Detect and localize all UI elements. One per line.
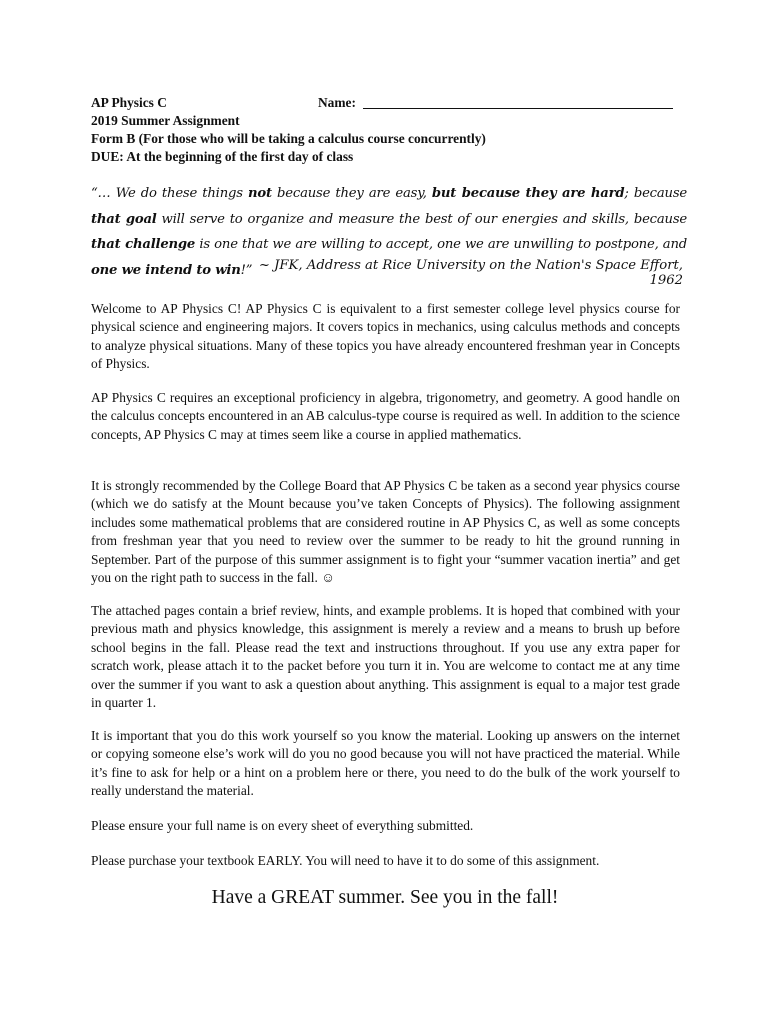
paragraph-textbook: Please purchase your textbook EARLY. You will need to have it to do some of this assignment. [91,853,600,868]
paragraph-welcome: Welcome to AP Physics C! AP Physics C is equivalent to a first semester college level physics course for physical science and engineering majors. It covers topics in mechanics, using calculus methods and concepts to analyze physical situations. Many of these topics you have already encountered freshman year in Concepts of Physics. [91,301,680,372]
name-label: Name: [318,95,356,110]
paragraph-own-work: It is important that you do this work yourself so you know the material. Looking up answers on the internet or copying someone else’s work will do you no good because you will not have practiced the material. While it’s fine to ask for help or a hint on a problem here or there, you need to do the bulk of the work yourself to really understand the material. [91,728,680,799]
quote-emphasis-not: not [247,186,272,201]
name-blank-line [363,108,673,109]
closing-message: Have a GREAT summer. See you in the fall! [211,887,559,908]
quote-text: “… We do these things [91,186,248,201]
quote-emphasis-goal: that goal [91,211,157,227]
paragraph-attached-pages: The attached pages contain a brief review, hints, and example problems. It is hoped that combined with your previous math and physics knowledge, this assignment is merely a review and a means to brush up before school begins in the fall. Please read the text and instructions throughout. If you use any extra paper for scratch work, please attach it to the packet before you turn it in. You are welcome to contact me at any time over the summer if you want to ask a question about anything. This assignment is equal to a major test grade in quarter 1. [91,603,680,711]
header-block [91,94,691,166]
quote-emphasis-hard: but because they are hard [431,186,625,201]
paragraph-requirements: AP Physics C requires an exceptional proficiency in algebra, trigonometry, and geometry. A good handle on the calculus concepts encountered in an AB calculus-type course is required as well. In addition to the science concepts, AP Physics C may at times seem like a course in applied mathematics. [91,390,680,442]
paragraph-full-name: Please ensure your full name is on every sheet of everything submitted. [91,818,474,833]
quote-text: !” [240,262,253,278]
quote-emphasis-win: one we intend to win [91,262,241,278]
form-description: Form B (For those who will be taking a calculus course concurrently) [91,131,486,146]
quote-text: because they are easy, [271,186,432,201]
quote-text: is one that we are willing to accept, one we are unwilling to postpone, and [195,237,687,252]
due-date: DUE: At the beginning of the first day of class [91,149,354,164]
quote-text: ; because [624,186,687,201]
assignment-title: 2019 Summer Assignment [91,113,240,128]
quote-emphasis-challenge: that challenge [91,237,196,252]
course-title: AP Physics C [91,95,167,110]
quote-text: will serve to organize and measure the best of our energies and skills, because [156,211,687,227]
quote-attribution: ~ JFK, Address at Rice University on the Nation's Space Effort, 1962 [258,258,683,288]
paragraph-recommendation: It is strongly recommended by the College Board that AP Physics C be taken as a second year physics course (which we do satisfy at the Mount because you’ve taken Concepts of Physics). The following assignment includes some mathematical problems that are considered routine in AP Physics C, as well as some concepts from freshman year that you need to review over the summer to be ready to hit the ground running in September. Part of the purpose of this summer assignment is to fight your “summer vacation inertia” and get you on the right path to success in the fall. ☺ [91,478,680,586]
